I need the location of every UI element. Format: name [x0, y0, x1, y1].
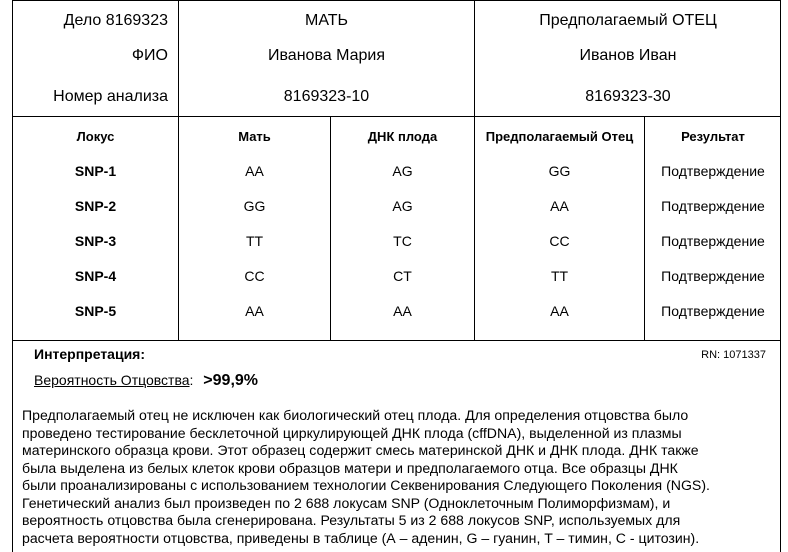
father-genotype-cell: CC [549, 233, 570, 249]
mother-genotype-cell: AA [245, 303, 264, 319]
top-border [12, 0, 781, 1]
fetal-genotype-cell: AG [392, 198, 413, 214]
result-cell: Подтверждение [661, 268, 765, 284]
col-header-fetal-dna: ДНК плода [367, 129, 438, 144]
father-genotype-cell: AA [550, 198, 569, 214]
fetal-genotype-cell: CT [393, 268, 412, 284]
locus-cell: SNP-3 [74, 233, 117, 249]
locus-cell: SNP-4 [74, 268, 117, 284]
paragraph-line: расчета вероятности отцовства, приведены в таблице (А – аденин, G – гуанин, T – тимин, C - цитозин). [22, 529, 700, 546]
father-analysis-number: 8169323-30 [585, 88, 671, 105]
paragraph-line: проведено тестирование бесклеточной циркулирующей ДНК плода (cffDNA), выделенной из плазмы [22, 424, 682, 441]
fetal-genotype-cell: AA [393, 303, 412, 319]
mother-analysis-number: 8169323-10 [283, 88, 370, 105]
mother-genotype-cell: GG [243, 198, 266, 214]
col-header-alleged-father: Предполагаемый Отец [485, 129, 634, 144]
name-label: ФИО [131, 47, 168, 64]
table-divider [12, 340, 781, 341]
probability-colon: : [189, 372, 194, 388]
result-cell: Подтверждение [661, 163, 765, 179]
fetal-genotype-cell: TC [393, 233, 412, 249]
mother-genotype-cell: TT [245, 233, 264, 249]
col-header-result: Результат [681, 129, 745, 144]
father-genotype-cell: TT [550, 268, 569, 284]
col-header-mother: Мать [238, 129, 271, 144]
mother-genotype-cell: AA [245, 163, 264, 179]
locus-cell: SNP-5 [74, 303, 117, 319]
result-cell: Подтверждение [661, 303, 765, 319]
interpretation-title: Интерпретация: [34, 346, 146, 362]
locus-cell: SNP-2 [74, 198, 117, 214]
mother-genotype-cell: CC [244, 268, 265, 284]
analysis-label: Номер анализа [53, 88, 168, 105]
paternity-probability [34, 372, 258, 390]
header-divider [12, 116, 781, 117]
paragraph-line: была выделена из белых клеток крови образцов матери и предполагаемого отца. Все образцы ДНК [22, 459, 678, 476]
paragraph-line: материнского образца крови. Этот образец содержит смесь материнской ДНК и ДНК плода. ДНК также [22, 442, 699, 458]
mother-title: МАТЬ [304, 12, 349, 29]
paragraph-line: Предполагаемый отец не исключен как биологический отец плода. Для определения отцовства было [22, 407, 689, 423]
mother-name: Иванова Мария [267, 47, 386, 64]
father-name: Иванов Иван [579, 47, 677, 64]
probability-label: Вероятность Отцовства [34, 372, 190, 388]
locus-cell: SNP-1 [74, 163, 117, 179]
father-genotype-cell: GG [548, 163, 571, 179]
col-header-locus: Локус [76, 129, 115, 144]
paragraph-line: Генетический анализ был произведен по 2 688 локусам SNP (Одноклеточным Полиморфизмам), и [22, 494, 671, 511]
explanation-paragraph [22, 407, 772, 547]
fetal-genotype-cell: AG [392, 163, 413, 179]
father-genotype-cell: AA [550, 303, 569, 319]
probability-value: >99,9% [203, 372, 259, 389]
case-label: Дело 8169323 [63, 12, 168, 29]
result-cell: Подтверждение [661, 233, 765, 249]
rn-number: RN: 1071337 [701, 349, 766, 361]
paragraph-line: вероятность отцовства была сгенерирована. Результаты 5 из 2 688 локусов SNP, используемых для [22, 512, 681, 528]
father-title: Предполагаемый ОТЕЦ [539, 12, 717, 29]
result-cell: Подтверждение [661, 198, 765, 214]
paragraph-line: были проанализированы с использованием технологии Секвенирования Следующего Поколения (NGS). [22, 477, 710, 493]
